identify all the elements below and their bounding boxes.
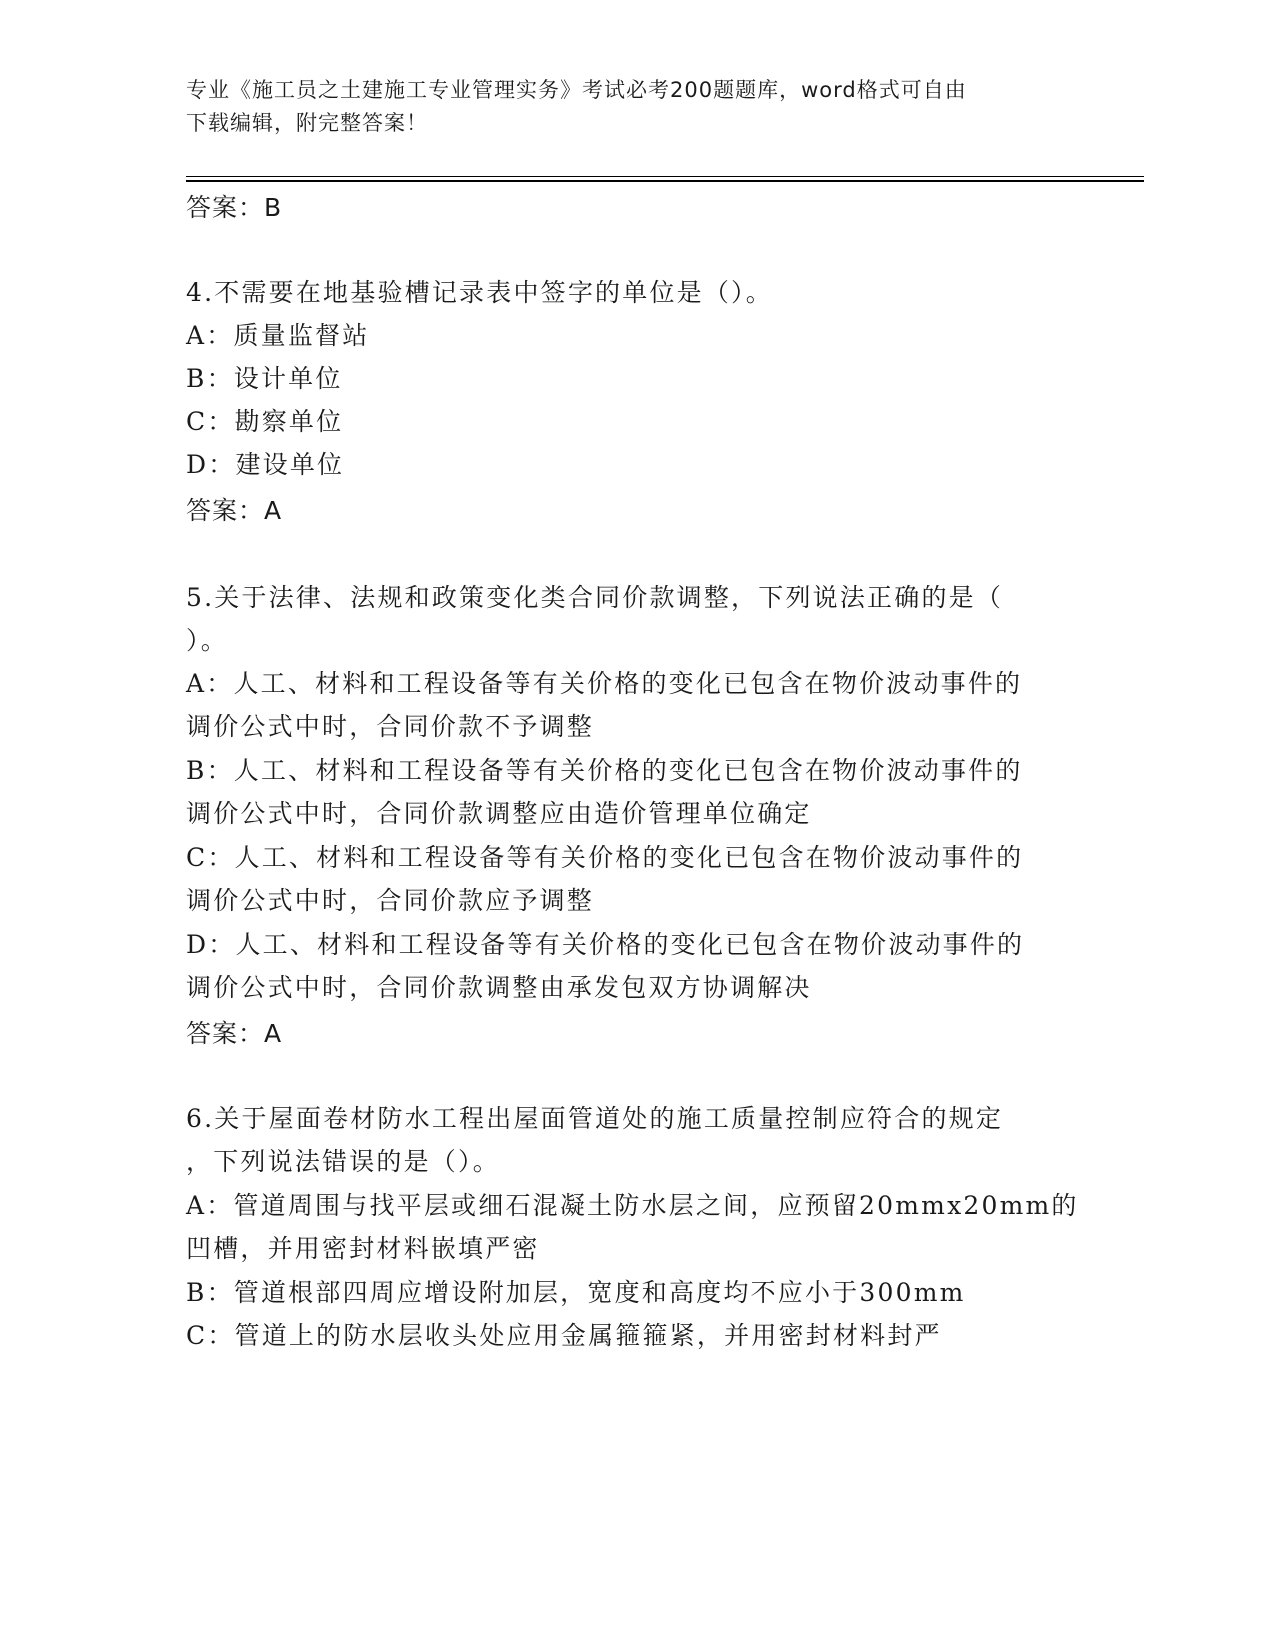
header-line-2: 下载编辑，附完整答案！ xyxy=(186,111,428,135)
question-4: 4.不需要在地基验槽记录表中签字的单位是（）。 xyxy=(186,278,773,307)
header-rule-thin xyxy=(186,176,1144,177)
option-5b-line-1: B：人工、材料和工程设备等有关价格的变化已包含在物价波动事件的 xyxy=(186,756,1023,785)
answer-q3: 答案：B xyxy=(186,193,283,222)
option-5d-line-2: 调价公式中时，合同价款调整由承发包双方协调解决 xyxy=(186,973,812,1002)
question-6-line-2: ，下列说法错误的是（）。 xyxy=(186,1147,500,1176)
option-6b: B：管道根部四周应增设附加层，宽度和高度均不应小于300mm xyxy=(186,1278,966,1307)
option-5d-line-1: D：人工、材料和工程设备等有关价格的变化已包含在物价波动事件的 xyxy=(186,930,1025,959)
question-6-line-1: 6.关于屋面卷材防水工程出屋面管道处的施工质量控制应符合的规定 xyxy=(186,1104,1004,1133)
option-4d: D：建设单位 xyxy=(186,450,345,479)
option-5b-line-2: 调价公式中时，合同价款调整应由造价管理单位确定 xyxy=(186,799,812,828)
option-5a-line-2: 调价公式中时，合同价款不予调整 xyxy=(186,712,595,741)
header-rule-thick xyxy=(186,180,1144,182)
option-6a-line-1: A：管道周围与找平层或细石混凝土防水层之间，应预留20mmx20mm的 xyxy=(186,1191,1079,1220)
option-5c-line-1: C：人工、材料和工程设备等有关价格的变化已包含在物价波动事件的 xyxy=(186,843,1024,872)
question-5-line-2: ）。 xyxy=(186,626,228,655)
option-4a: A：质量监督站 xyxy=(186,321,370,350)
option-6a-line-2: 凹槽，并用密封材料嵌填严密 xyxy=(186,1234,540,1263)
option-6c: C：管道上的防水层收头处应用金属箍箍紧，并用密封材料封严 xyxy=(186,1321,942,1350)
document-header xyxy=(186,74,1066,140)
answer-q4: 答案：A xyxy=(186,496,283,525)
option-5a-line-1: A：人工、材料和工程设备等有关价格的变化已包含在物价波动事件的 xyxy=(186,669,1023,698)
option-4c: C：勘察单位 xyxy=(186,407,344,436)
option-5c-line-2: 调价公式中时，合同价款应予调整 xyxy=(186,886,595,915)
question-5-line-1: 5.关于法律、法规和政策变化类合同价款调整，下列说法正确的是（ xyxy=(186,583,1004,612)
option-4b: B：设计单位 xyxy=(186,364,343,393)
answer-q5: 答案：A xyxy=(186,1019,283,1048)
header-line-1: 专业《施工员之土建施工专业管理实务》考试必考200题题库，word格式可自由 xyxy=(186,78,967,102)
